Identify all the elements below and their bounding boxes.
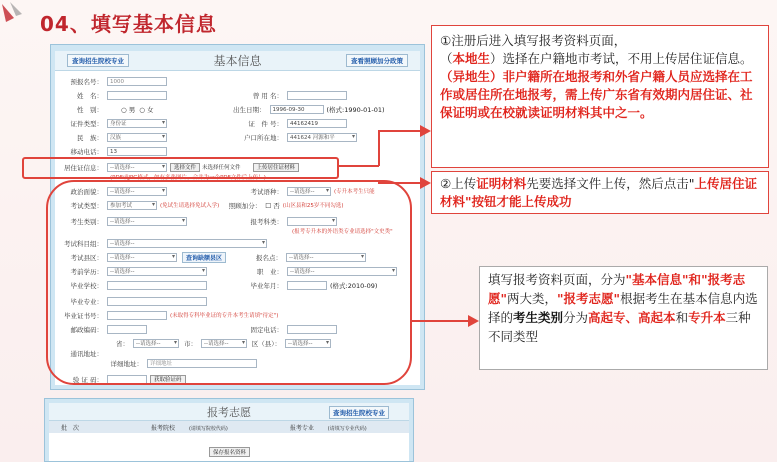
form-row-id: 证件类型： 身份证 ▾ 证 件 号： 44162419: [59, 117, 416, 129]
gender-female-radio[interactable]: ○ 女: [139, 105, 154, 114]
id-no-field[interactable]: 44162419: [287, 119, 347, 128]
form-row-exam-no: 预报名号： 1000: [59, 75, 416, 87]
city-select[interactable]: --请选择-- ▾: [201, 339, 247, 348]
arrow-line-2: [378, 130, 380, 166]
county-select[interactable]: --请选择-- ▾: [285, 339, 331, 348]
arrow-line-4: [378, 182, 424, 184]
form-row-residence: 居住证信息： --请选择-- ▾ 选择文件 未选择任何文件 上传居住证材料: [59, 161, 416, 173]
detail-address-field[interactable]: 详细地址: [147, 359, 257, 368]
form-row-education: 考前学历： --请选择-- ▾ 职 业： --请选择-- ▾: [59, 265, 416, 277]
hukou-select[interactable]: 441624 河源和平 ▾: [287, 133, 357, 142]
job-select[interactable]: --请选择-- ▾: [287, 267, 397, 276]
form-row-grad-school: 毕业学校： 毕业年月： (格式:2010-09): [70, 281, 378, 290]
exam-language-select[interactable]: --请选择-- ▾: [287, 187, 331, 196]
form-row-phone: 移动电话： 13: [59, 145, 416, 157]
wish-header: [49, 403, 409, 421]
form-row-name: 姓 名： 曾 用 名：: [59, 89, 416, 101]
arrow-line-5: [412, 320, 472, 322]
form-title: 基本信息: [213, 54, 262, 68]
bonus-policy-button[interactable]: 查看照顾加分政策: [346, 54, 408, 67]
form-row-verify: 验 证 码： 获取验证码: [59, 373, 416, 385]
form-row-subject-note: (报考专升本的外语类专业请选择"文史类": [292, 229, 393, 235]
exam-subject-select[interactable]: --请选择-- ▾: [107, 239, 267, 248]
form-highlight-oval: [46, 180, 412, 385]
form-row-exam-subject: 考试科目组： --请选择-- ▾: [59, 237, 416, 249]
mobile-phone-field[interactable]: 13: [107, 147, 167, 156]
slide-title: 04、填写基本信息: [40, 12, 217, 36]
form-row-district: 考试县区： --请选择-- ▾ 查询缺额县区 报名点： --请选择-- ▾: [59, 251, 416, 263]
form-row-politics: 政治面貌： --请选择-- ▾ 考试语种： --请选择-- ▾ (专升本考生只能: [59, 185, 416, 197]
exam-no-field[interactable]: 1000: [107, 77, 167, 86]
province-select[interactable]: --请选择-- ▾: [133, 339, 179, 348]
gender-male-radio[interactable]: ○ 男: [121, 105, 136, 114]
residence-select[interactable]: --请选择-- ▾: [107, 163, 167, 172]
form-row-gender: 性 别： ○ 男 ○ 女 出生日期： 1996-09-30 (格式:1990-01-01): [77, 105, 385, 114]
choose-file-button[interactable]: 选择文件: [170, 163, 200, 172]
id-type-select[interactable]: 身份证 ▾: [107, 119, 167, 128]
form-row-address-detail: 详细地址： 详细地址: [59, 357, 416, 369]
form-header: [55, 51, 420, 71]
form-row-residence-note: (PDF或JPG格式，如有多张图片，合并为一个PDF文件后上传！): [110, 175, 266, 181]
form-row-nation: 民 族： 汉族 ▾ 户口所在地： 441624 河源和平 ▾: [59, 131, 416, 143]
arrow-line-3: [378, 130, 424, 132]
callout-form-sections: 填写报考资料页面，分为"基本信息"和"报考志愿"两大类，"报考志愿"根据考生在基本信息内选择的考生类别分为高起专、高起本和专升本三种不同类型: [479, 266, 768, 370]
upload-residence-button[interactable]: 上传居住证材料: [253, 163, 300, 172]
used-name-field[interactable]: [287, 91, 347, 100]
name-field[interactable]: [107, 91, 167, 100]
form-row-grad-major: 毕业专业：: [59, 295, 416, 307]
form-row-postcode: 邮政编码： 固定电话：: [59, 323, 416, 335]
form-row-address-label: 通讯地址：: [70, 349, 103, 358]
callout-upload-proof: ②上传证明材料先要选择文件上传，然后点击"上传居住证材料"按钮才能上传成功: [431, 171, 769, 214]
wish-form-screenshot: [44, 398, 414, 462]
form-row-address-region: 省： --请选择-- ▾ 市： --请选择-- ▾ 区（县）： --请选择-- ▾: [59, 337, 416, 349]
no-file-text: 未选择任何文件: [202, 165, 241, 171]
exam-district-select[interactable]: --请选择-- ▾: [107, 253, 177, 262]
query-district-link[interactable]: 查询缺额县区: [182, 252, 226, 263]
form-row-exam-type: 考试类型： 参加考试 ▾ (免试生请选择免试入学) 照顾加分： ☐ 否 (山区县和25岁不同勾选): [59, 199, 416, 211]
callout-local-nonlocal: ①注册后进入填写报考资料页面， （本地生）选择在户籍地市考试，不用上传居住证信息。 （异地生）非户籍所在地报考和外省户籍人员应选择在工作或居住所在地报考，需上传广东省有效期内居住证、社保证明或在校就读证明材料其中之一。: [431, 25, 769, 168]
form-row-grad-cert: 毕业证书号： (未取得专科毕业证的专升本考生请填"待定"): [64, 311, 279, 320]
save-registration-button[interactable]: 保存报名资料: [209, 447, 250, 457]
registration-point-select[interactable]: --请选择-- ▾: [286, 253, 366, 262]
corner-decoration-icon: [0, 0, 40, 30]
nation-select[interactable]: 汉族 ▾: [107, 133, 167, 142]
wish-table-header: 批 次 报考院校 (请填写院校代码) 报考专业 (请填写专业代码): [49, 421, 409, 433]
residence-highlight-box: [22, 157, 339, 179]
arrow-line-1: [339, 165, 379, 167]
query-school-major-button[interactable]: 查询招生院校专业: [67, 54, 129, 67]
form-row-category: 考生类别： --请选择-- ▾ 报考科类： ▾: [59, 215, 416, 227]
category-select[interactable]: --请选择-- ▾: [107, 217, 187, 226]
politics-select[interactable]: --请选择-- ▾: [107, 187, 167, 196]
education-select[interactable]: --请选择-- ▾: [107, 267, 207, 276]
bonus-checkbox[interactable]: ☐ 否: [265, 201, 280, 210]
exam-type-select[interactable]: 参加考试 ▾: [107, 201, 157, 210]
wish-title: 报考志愿: [207, 405, 251, 419]
birth-date-field[interactable]: 1996-09-30: [270, 105, 324, 114]
get-verify-code-button[interactable]: 获取验证码: [150, 375, 186, 384]
wish-query-button[interactable]: 查询招生院校专业: [329, 406, 389, 419]
